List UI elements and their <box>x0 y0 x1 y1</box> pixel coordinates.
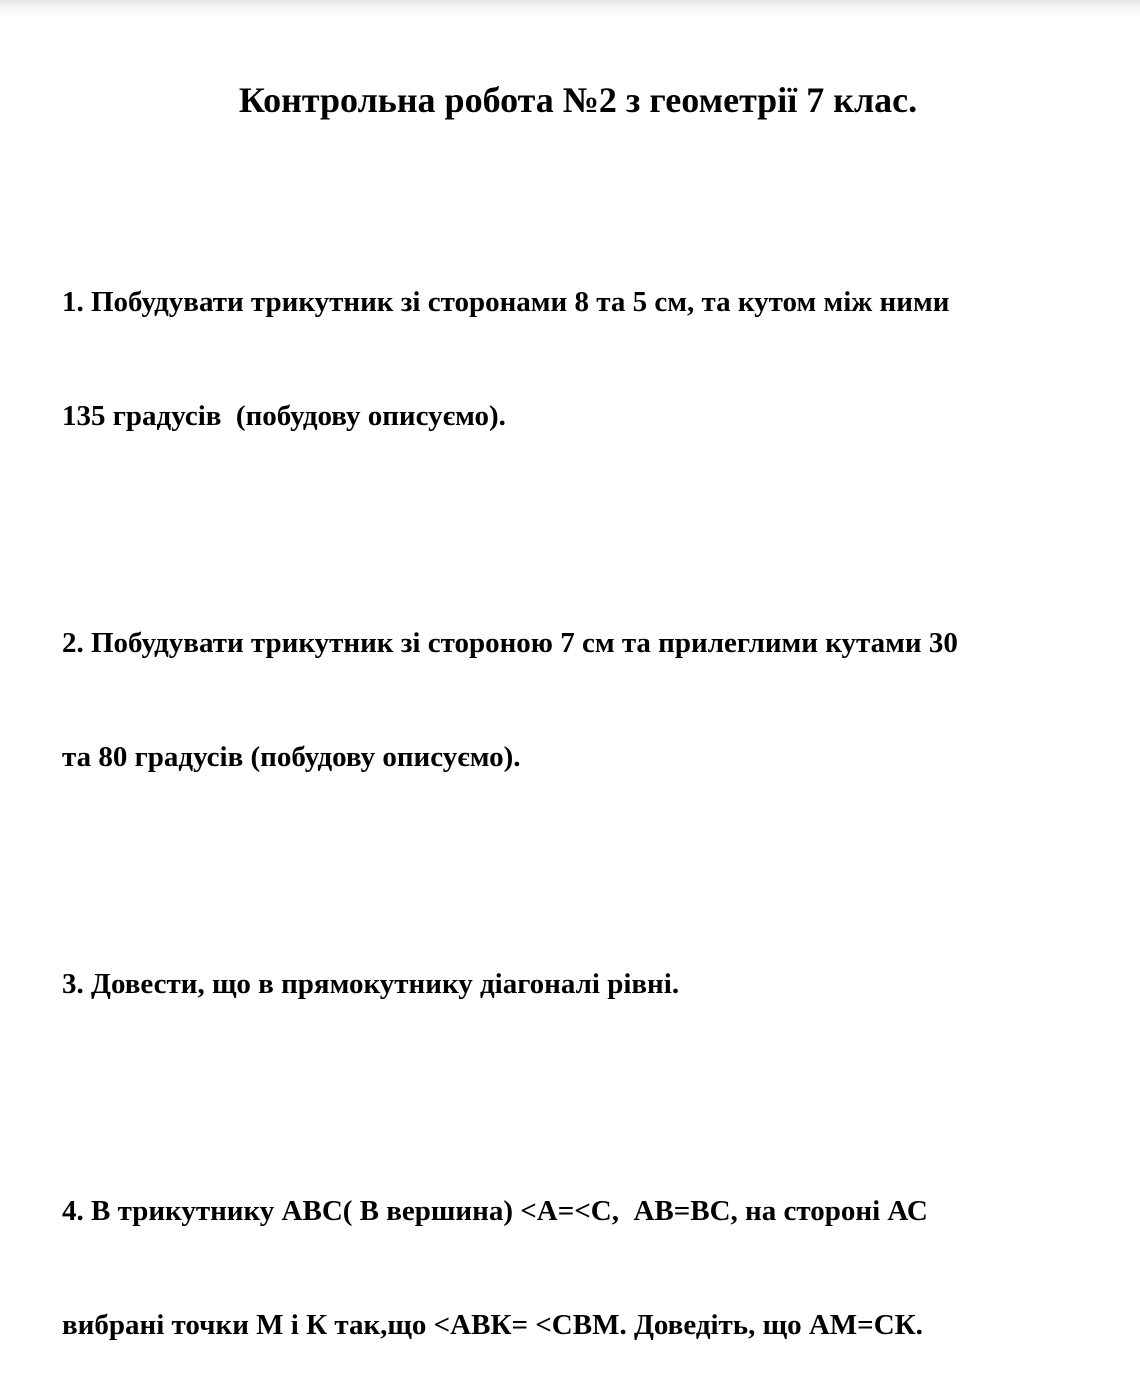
document-title: Контрольна робота №2 з геометрії 7 клас. <box>238 80 918 120</box>
task-item-4 <box>62 1116 1122 1400</box>
task-4-line-1: 4. В трикутнику АВС( В вершина) <А=<С, АВ=ВС, на стороні АС <box>62 1195 928 1227</box>
task-3-line-1: 3. Довести, що в прямокутнику діагоналі рівні. <box>62 968 680 1000</box>
task-4-line-2: вибрані точки М і К так,що <АВК= <СВМ. Доведіть, що АМ=СК. <box>62 1309 923 1341</box>
task-2-line-2: та 80 градусів (побудову описуємо). <box>62 741 521 773</box>
task-item-1 <box>62 207 1122 511</box>
task-item-3 <box>62 889 1122 1079</box>
task-1-line-2: 135 градусів (побудову описуємо). <box>62 400 506 432</box>
task-list <box>62 207 1122 1400</box>
task-item-2 <box>62 548 1122 852</box>
task-2-line-1: 2. Побудувати трикутник зі стороною 7 см та прилеглими кутами 30 <box>62 627 958 659</box>
task-1-line-1: 1. Побудувати трикутник зі сторонами 8 та 5 см, та кутом між ними <box>62 286 950 318</box>
